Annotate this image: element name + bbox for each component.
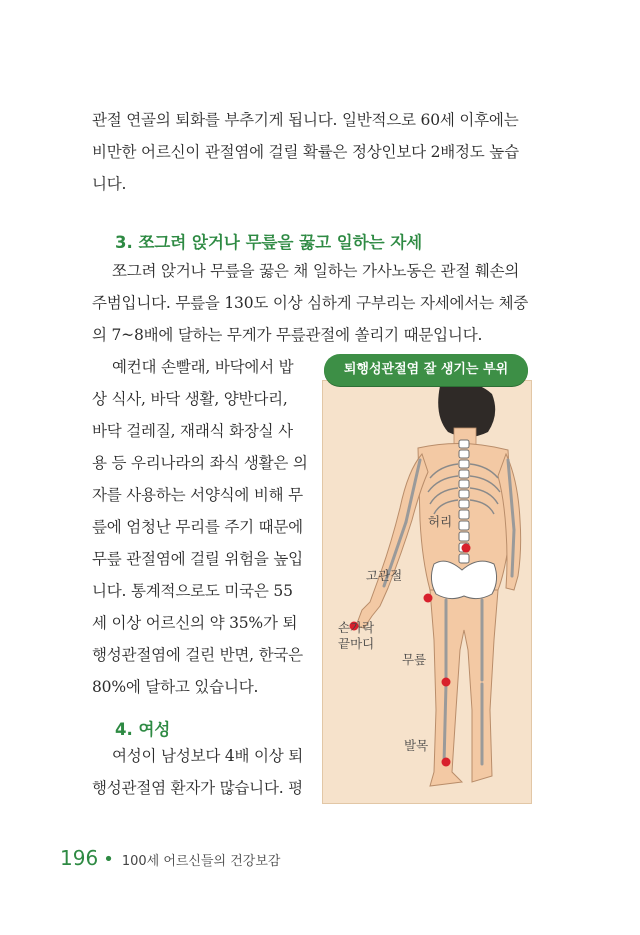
- text-line: 행성관절염 환자가 많습니다. 평: [92, 779, 303, 797]
- joint-figure: [322, 354, 532, 804]
- label-waist: 허리: [428, 514, 453, 529]
- text-line: 여성이 남성보다 4배 이상 퇴: [112, 747, 304, 765]
- text-line: 관절 연골의 퇴화를 부추기게 됩니다. 일반적으로 60세 이후에는: [92, 111, 519, 129]
- text-line: 비만한 어르신이 관절염에 걸릴 확률은 정상인보다 2배정도 높습: [92, 143, 519, 161]
- text-line: 80%에 달하고 있습니다.: [92, 678, 259, 696]
- label-fingertip: 손가락 끝마디: [338, 620, 375, 651]
- book-title: 100세 어르신들의 건강보감: [121, 854, 281, 869]
- text-line: 상 식사, 바닥 생활, 양반다리,: [92, 390, 288, 408]
- bullet-icon: •: [103, 849, 114, 870]
- text-line: 주범입니다. 무릎을 130도 이상 심하게 구부리는 자세에서는 체중: [92, 294, 529, 312]
- text-line: 릎에 엄청난 무리를 주기 때문에: [92, 518, 303, 536]
- text-line: 용 등 우리나라의 좌식 생활은 의: [92, 454, 308, 472]
- text-line: 세 이상 어르신의 약 35%가 퇴: [92, 614, 298, 632]
- text-line: 예컨대 손빨래, 바닥에서 밥: [112, 358, 294, 376]
- text-line: 쪼그려 앉거나 무릎을 꿇은 채 일하는 가사노동은 관절 훼손의: [112, 262, 520, 280]
- body-paragraph-top: [92, 104, 534, 200]
- figure-title: 퇴행성관절염 잘 생기는 부위: [324, 354, 528, 386]
- text-line: 니다. 통계적으로도 미국은 55: [92, 582, 293, 600]
- label-ankle: 발목: [404, 738, 429, 753]
- section-heading-4: 4. 여성: [115, 720, 171, 739]
- text-line: 자를 사용하는 서양식에 비해 무: [92, 486, 303, 504]
- page-number: 196: [60, 846, 99, 870]
- marker-ankle: [442, 758, 451, 767]
- text-line: 바닥 걸레질, 재래식 화장실 사: [92, 422, 293, 440]
- text-line: 무릎 관절염에 걸릴 위험을 높입: [92, 550, 303, 568]
- text-line: 행성관절염에 걸린 반면, 한국은: [92, 646, 303, 664]
- section4-paragraph: [92, 740, 314, 804]
- marker-hip: [424, 594, 433, 603]
- section3-paragraph-1: [92, 255, 534, 351]
- section-heading-3: 3. 쪼그려 앉거나 무릎을 꿇고 일하는 자세: [115, 233, 423, 252]
- text-line: 의 7~8배에 달하는 무게가 무릎관절에 쏠리기 때문입니다.: [92, 326, 483, 344]
- label-hip: 고관절: [366, 568, 403, 583]
- page-footer: [60, 846, 280, 870]
- section3-paragraph-2: [92, 351, 314, 703]
- text-line: 니다.: [92, 175, 127, 193]
- marker-knee: [442, 678, 451, 687]
- marker-waist: [462, 544, 471, 553]
- label-knee: 무릎: [402, 652, 427, 667]
